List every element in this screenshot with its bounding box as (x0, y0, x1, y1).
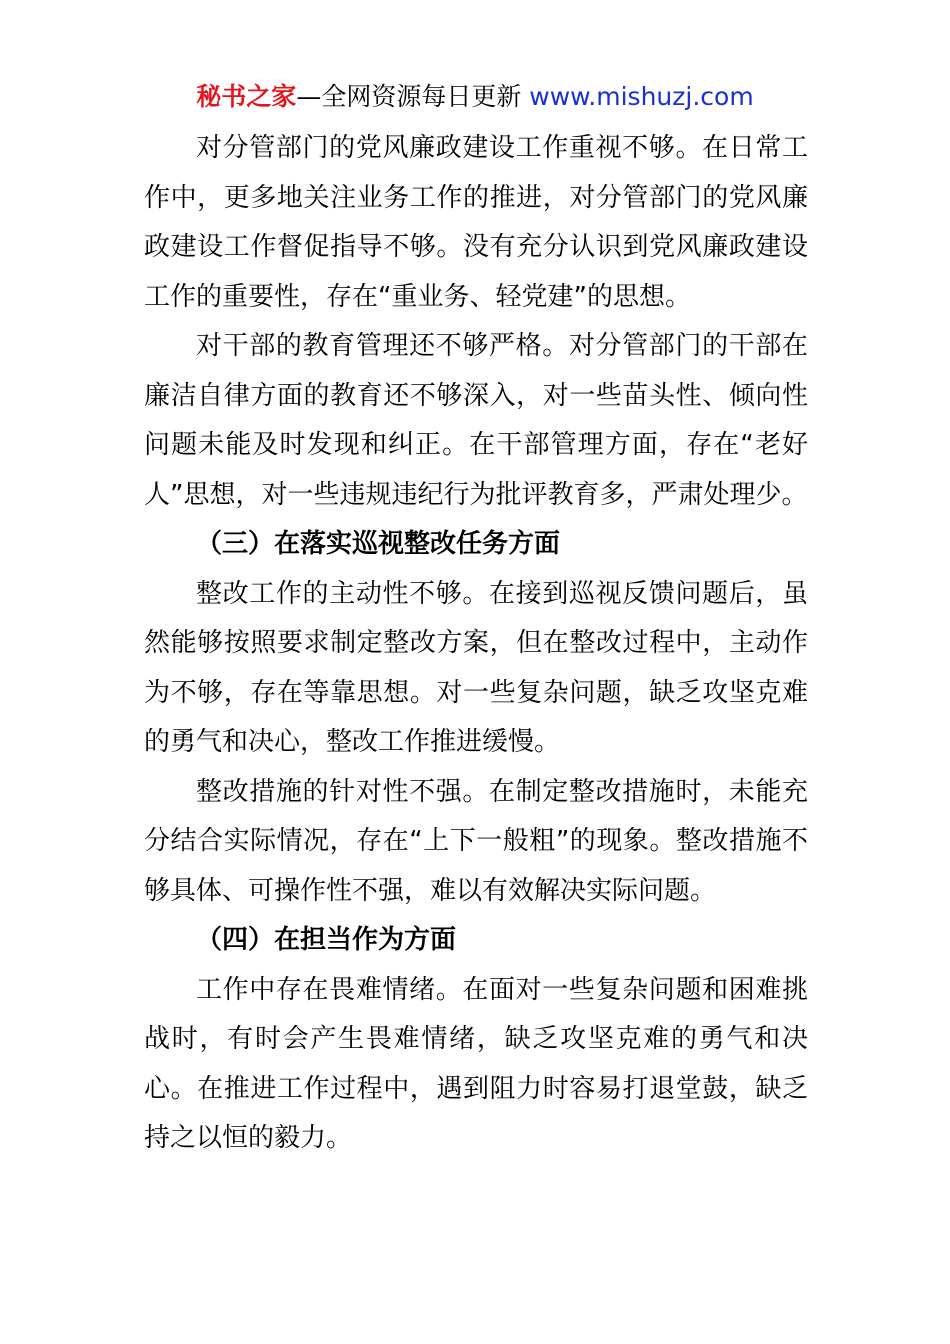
section-heading-responsibility: （四）在担当作为方面 (196, 925, 457, 955)
site-header (0, 80, 950, 114)
paragraph-party-conduct: 对分管部门的党风廉政建设工作重视不够。在日常工作中，更多地关注业务工作的推进，对分管部门的党风廉政建设工作督促指导不够。没有充分认识到党风廉政建设工作的重要性，存在“重业务、轻党建”的思想。 (144, 133, 808, 312)
site-brand: 秘书之家 (196, 82, 297, 111)
document-body (144, 124, 808, 1164)
paragraph-fear-of-difficulty: 工作中存在畏难情绪。在面对一些复杂问题和困难挑战时，有时会产生畏难情绪，缺乏攻坚克难的勇气和决心。在推进工作过程中，遇到阻力时容易打退堂鼓，缺乏持之以恒的毅力。 (144, 974, 808, 1153)
site-tagline: —全网资源每日更新 (296, 82, 530, 111)
paragraph-rectification-initiative: 整改工作的主动性不够。在接到巡视反馈问题后，虽然能够按照要求制定整改方案，但在整改过程中，主动作为不够，存在等靠思想。对一些复杂问题，缺乏攻坚克难的勇气和决心，整改工作推进缓慢。 (144, 578, 808, 757)
paragraph-rectification-measures: 整改措施的针对性不强。在制定整改措施时，未能充分结合实际情况，存在“上下一般粗”的现象。整改措施不够具体、可操作性不强，难以有效解决实际问题。 (144, 776, 808, 906)
section-heading-inspection-rectification: （三）在落实巡视整改任务方面 (196, 529, 561, 559)
site-url-link[interactable]: www.mishuzj.com (529, 82, 754, 111)
paragraph-cadre-management: 对干部的教育管理还不够严格。对分管部门的干部在廉洁自律方面的教育还不够深入，对一些苗头性、倾向性问题未能及时发现和纠正。在干部管理方面，存在“老好人”思想，对一些违规违纪行为批评教育多，严肃处理少。 (144, 331, 808, 510)
